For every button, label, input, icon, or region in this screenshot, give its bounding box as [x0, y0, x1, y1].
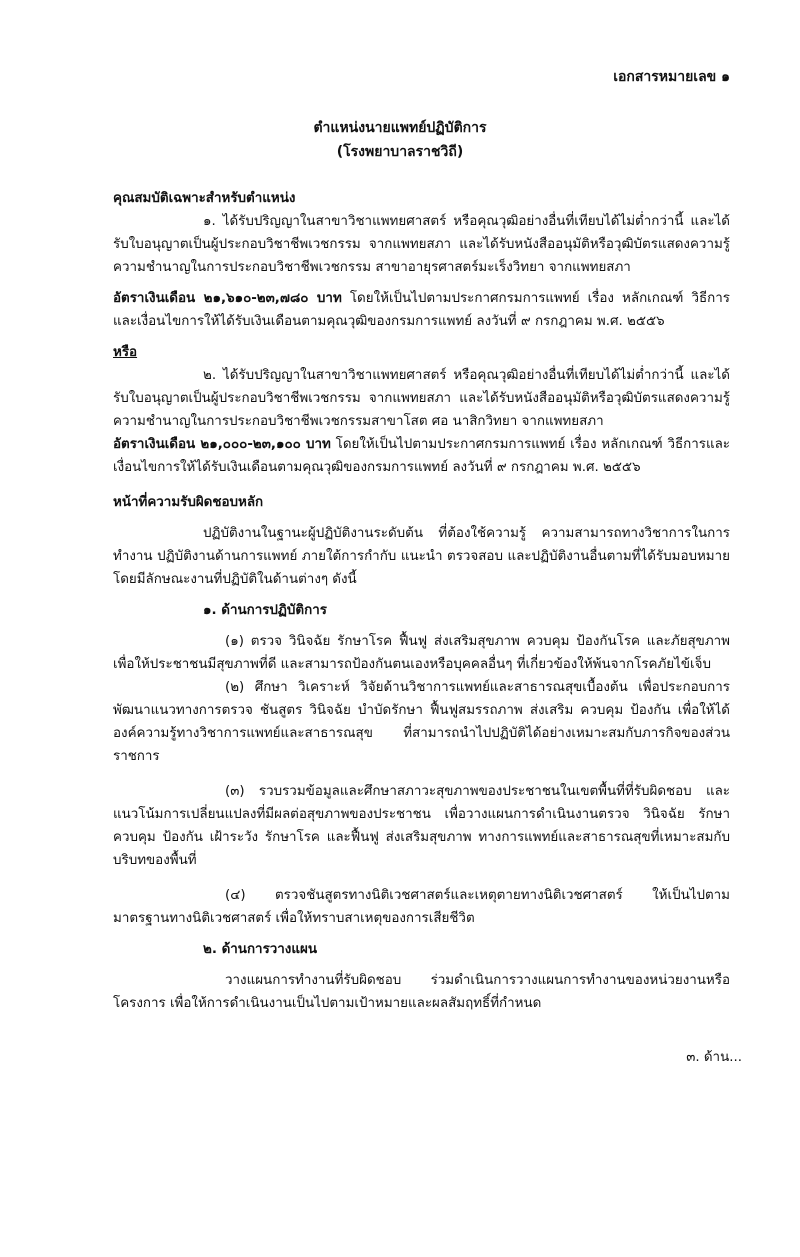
- salary-1: [113, 287, 730, 333]
- salary-1-label: อัตราเงินเดือน ๒๑,๖๑๐-๒๓,๗๘๐ บาท: [113, 291, 342, 306]
- section-1-heading: ๑. ด้านการปฏิบัติการ: [203, 603, 327, 618]
- section-1-item-4: (๔) ตรวจชันสูตรทางนิติเวชศาสตร์และเหตุตายทางนิติเวชศาสตร์ ให้เป็นไปตามมาตรฐานทางนิติเวชศาสตร์ เพื่อให้ทราบสาเหตุของการเสียชีวิต: [113, 888, 730, 926]
- position-title: ตำแหน่งนายแพทย์ปฏิบัติการ: [313, 120, 487, 136]
- qualification-item-1: ๑. ได้รับปริญญาในสาขาวิชาแพทยศาสตร์ หรือคุณวุฒิอย่างอื่นที่เทียบได้ไม่ต่ำกว่านี้ และได้รับใบอนุญาตเป็นผู้ประกอบวิชาชีพเวชกรรม จากแพทยสภา และได้รับหนังสืออนุมัติหรือวุฒิบัตรแสดงความรู้ความชำนาญในการประกอบวิชาชีพเวชกรรม สาขาอายุรศาสตร์มะเร็งวิทยา จากแพทยสภา: [113, 214, 730, 275]
- continued-marker: ๓. ด้าน...: [686, 1050, 742, 1065]
- section-1-item-3: (๓) รวบรวมข้อมูลและศึกษาสภาวะสุขภาพของประชาชนในเขตพื้นที่ที่รับผิดชอบ และแนวโน้มการเปลี่ยนแปลงที่มีผลต่อสุขภาพของประชาชน เพื่อวางแผนการดำเนินงานตรวจ วินิจฉัย รักษา ควบคุม ป้องกัน เฝ้าระวัง รักษาโรค และฟื้นฟู ส่งเสริมสุขภาพ ทางการแพทย์และสาธารณสุขที่เหมาะสมกับบริบทของพื้นที่: [113, 784, 730, 868]
- or-label: หรือ: [113, 345, 138, 360]
- qualification-item-2: ๒. ได้รับปริญญาในสาขาวิชาแพทยศาสตร์ หรือคุณวุฒิอย่างอื่นที่เทียบได้ไม่ต่ำกว่านี้ และได้รับใบอนุญาตเป็นผู้ประกอบวิชาชีพเวชกรรม จากแพทยสภา และได้รับหนังสืออนุมัติหรือวุฒิบัตรแสดงความรู้ความชำนาญในการประกอบวิชาชีพเวชกรรมสาขาโสต ศอ นาสิกวิทยา จากแพทยสภา: [113, 368, 730, 429]
- section-2-heading: ๒. ด้านการวางแผน: [203, 942, 317, 957]
- document-number: เอกสารหมายเลข ๑: [613, 69, 730, 85]
- duties-heading: หน้าที่ความรับผิดชอบหลัก: [113, 495, 264, 510]
- hospital-name: (โรงพยาบาลราชวิถี): [336, 144, 464, 160]
- qualifications-heading: คุณสมบัติเฉพาะสำหรับตำแหน่ง: [113, 191, 296, 206]
- duties-intro: ปฏิบัติงานในฐานะผู้ปฏิบัติงานระดับต้น ที่ต้องใช้ความรู้ ความสามารถทางวิชาการในการทำงาน ปฏิบัติงานด้านการแพทย์ ภายใต้การกำกับ แนะนำ ตรวจสอบ และปฏิบัติงานอื่นตามที่ได้รับมอบหมาย โดยมีลักษณะงานที่ปฏิบัติในด้านต่างๆ ดังนี้: [113, 526, 730, 587]
- section-2-text: วางแผนการทำงานที่รับผิดชอบ ร่วมดำเนินการวางแผนการทำงานของหน่วยงานหรือโครงการ เพื่อให้การดำเนินงานเป็นไปตามเป้าหมายและผลสัมฤทธิ์ที่กำหนด: [113, 973, 730, 1011]
- section-1-item-1: (๑) ตรวจ วินิจฉัย รักษาโรค ฟื้นฟู ส่งเสริมสุขภาพ ควบคุม ป้องกันโรค และภัยสุขภาพเพื่อให้ประชาชนมีสุขภาพที่ดี และสามารถป้องกันตนเองหรือบุคคลอื่นๆ ที่เกี่ยวข้องให้พ้นจากโรคภัยไข้เจ็บ: [113, 634, 730, 672]
- section-1-item-2: (๒) ศึกษา วิเคราะห์ วิจัยด้านวิชาการแพทย์และสาธารณสุขเบื้องต้น เพื่อประกอบการพัฒนาแนวทางการตรวจ ชันสูตร วินิจฉัย บำบัดรักษา ฟื้นฟูสมรรถภาพ ส่งเสริม ควบคุม ป้องกัน เพื่อให้ได้องค์ความรู้ทางวิชาการแพทย์และสาธารณสุข ที่สามารถนำไปปฏิบัติได้อย่างเหมาะสมกับภารกิจของส่วนราชการ: [113, 680, 730, 764]
- salary-2-label: อัตราเงินเดือน ๒๑,๐๐๐-๒๓,๑๐๐ บาท: [113, 437, 331, 452]
- document-body: [113, 187, 730, 1015]
- salary-2-text: โดยให้เป็นไปตามประกาศกรมการแพทย์ เรื่อง หลักเกณฑ์ วิธีการและเงื่อนไขการให้ได้รับเงินเดือนตามคุณวุฒิของกรมการแพทย์ ลงวันที่ ๙ กรกฎาคม พ.ศ. ๒๕๕๖: [113, 437, 730, 475]
- salary-1-text: โดยให้เป็นไปตามประกาศกรมการแพทย์ เรื่อง หลักเกณฑ์ วิธีการและเงื่อนไขการให้ได้รับเงินเดือนตามคุณวุฒิของกรมการแพทย์ ลงวันที่ ๙ กรกฎาคม พ.ศ. ๒๕๕๖: [113, 291, 730, 329]
- salary-2: [113, 433, 730, 479]
